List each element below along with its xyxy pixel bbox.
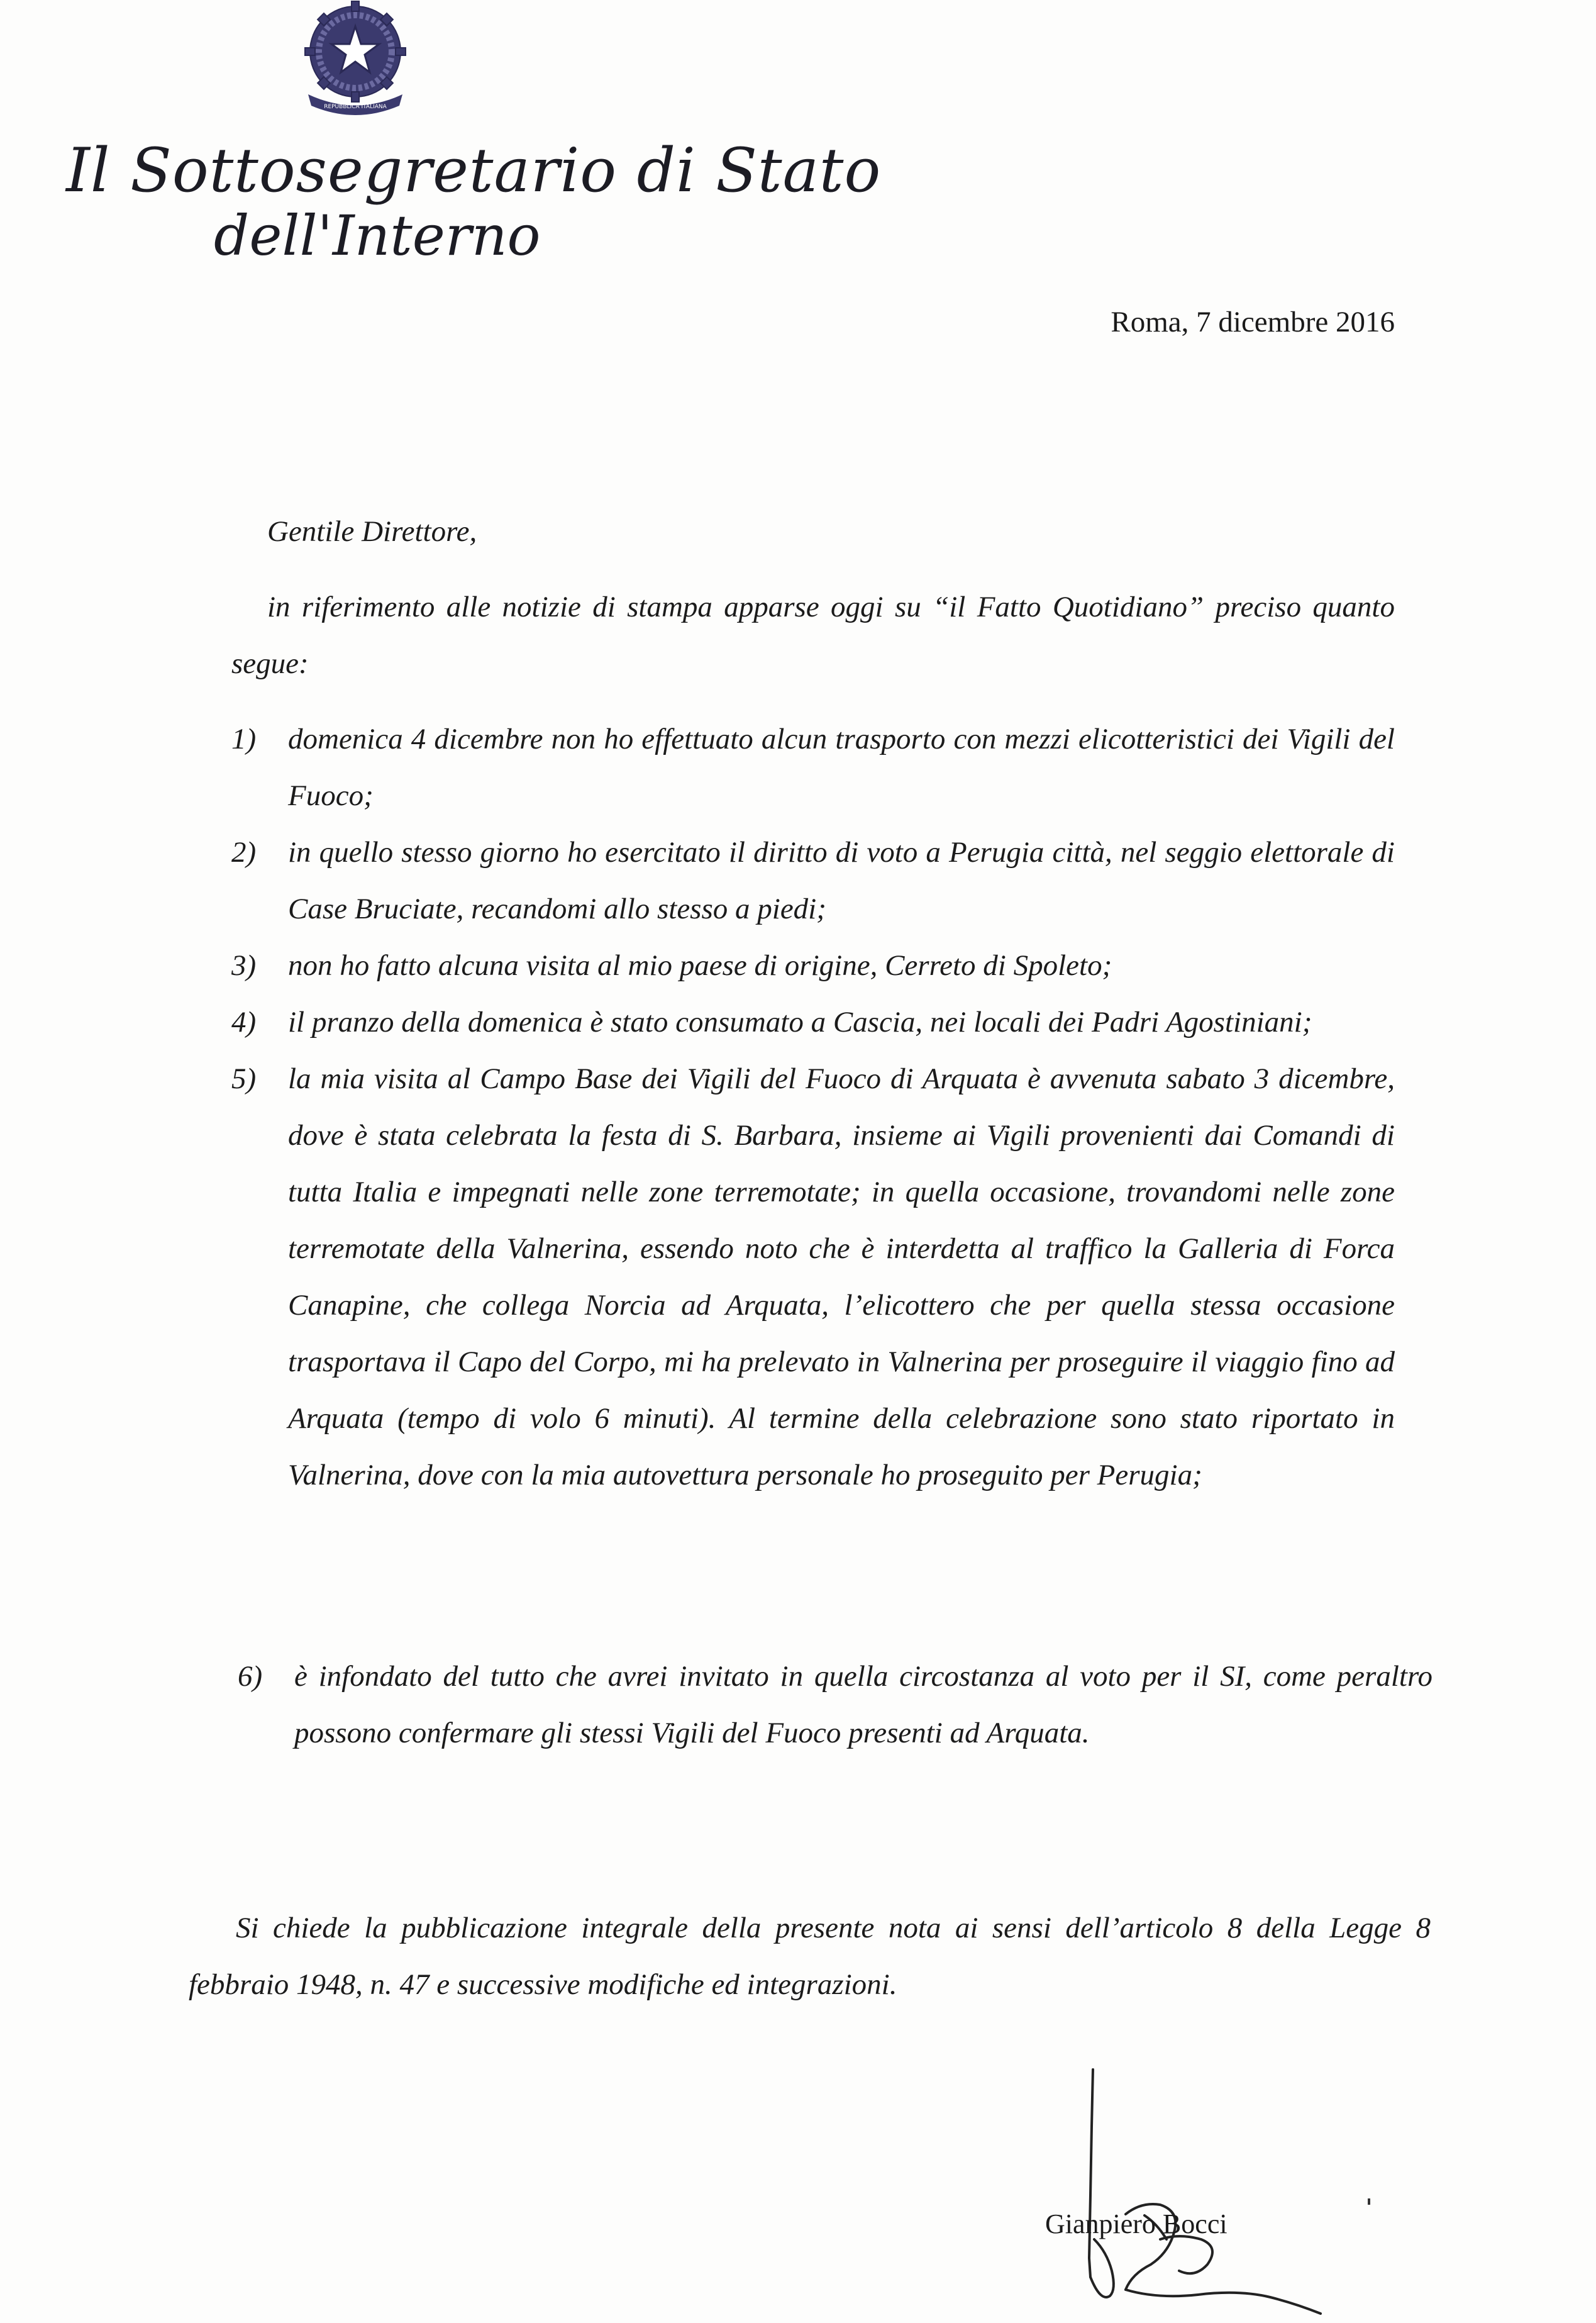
- closing-paragraph: [189, 1900, 1431, 2013]
- point-text: domenica 4 dicembre non ho effettuato alcun trasporto con mezzi elicotteristici dei Vigili del Fuoco;: [288, 723, 1395, 812]
- numbered-points-list: [231, 711, 1395, 1503]
- intro-text: in riferimento alle notizie di stampa apparse oggi su “il Fatto Quotidiano” preciso quanto segue:: [231, 591, 1395, 680]
- point-text: la mia visita al Campo Base dei Vigili del Fuoco di Arquata è avvenuta sabato 3 dicembre, dove è stata celebrata la festa di S. Barbara, insieme ai Vigili provenienti dai Comandi di tutta Italia e impegnati nelle zone terremotate; in quella occasione, trovandomi nelle zone terremotate della Valnerina, essendo noto che è interdetta al traffico la Galleria di Forca Canapine, che collega Norcia ad Arquata, l’elicottero che per quella stessa occasione trasportava il Capo del Corpo, mi ha prelevato in Valnerina per proseguire il viaggio fino ad Arquata (tempo di volo 6 minuti). Al termine della celebrazione sono stato riportato in Valnerina, dove con la mia autovettura personale ho proseguito per Perugia;: [288, 1062, 1395, 1491]
- point-number: 5): [231, 1062, 257, 1095]
- signature-name: Gianpiero Bocci: [1045, 2209, 1227, 2239]
- point-text: non ho fatto alcuna visita al mio paese di origine, Cerreto di Spoleto;: [288, 949, 1112, 982]
- point-text: in quello stesso giorno ho esercitato il diritto di voto a Perugia città, nel seggio elettorale di Case Bruciate, recandomi allo stesso a piedi;: [288, 836, 1395, 925]
- letterhead: [66, 135, 882, 280]
- point-number: 4): [231, 1006, 257, 1039]
- intro-paragraph: [231, 579, 1395, 692]
- republic-emblem-icon: [296, 0, 415, 123]
- closing-text: Si chiede la pubblicazione integrale della presente nota ai sensi dell’articolo 8 della Legge 8 febbraio 1948, n. 47 e successive modifiche ed integrazioni.: [189, 1912, 1431, 2001]
- list-item: [231, 711, 1395, 824]
- emblem-ribbon-text: REPUBBLICA ITALIANA: [324, 104, 387, 110]
- list-item: [231, 1648, 1433, 1761]
- point-number: 3): [231, 949, 257, 982]
- letter-date: Roma, 7 dicembre 2016: [1111, 306, 1395, 338]
- list-item: [231, 937, 1395, 994]
- letterhead-subtitle: dell'Interno: [214, 203, 541, 268]
- signature-block: [1031, 2051, 1383, 2315]
- point-number: 2): [231, 836, 257, 869]
- list-item: [231, 1050, 1395, 1503]
- point-text: il pranzo della domenica è stato consumato a Cascia, nei locali dei Padri Agostiniani;: [288, 1006, 1312, 1039]
- handwritten-signature-icon: [1031, 2051, 1383, 2315]
- point-number: 6): [238, 1660, 263, 1693]
- salutation: Gentile Direttore,: [267, 515, 477, 548]
- list-item-6: [231, 1648, 1433, 1761]
- point-text: è infondato del tutto che avrei invitato in quella circostanza al voto per il SI, come peraltro possono confermare gli stessi Vigili del Fuoco presenti ad Arquata.: [294, 1660, 1433, 1749]
- scan-speck: [1368, 2198, 1370, 2205]
- letterhead-title: Il Sottosegretario di Stato: [66, 135, 882, 206]
- list-item: [231, 994, 1395, 1050]
- point-number: 1): [231, 723, 257, 755]
- list-item: [231, 824, 1395, 937]
